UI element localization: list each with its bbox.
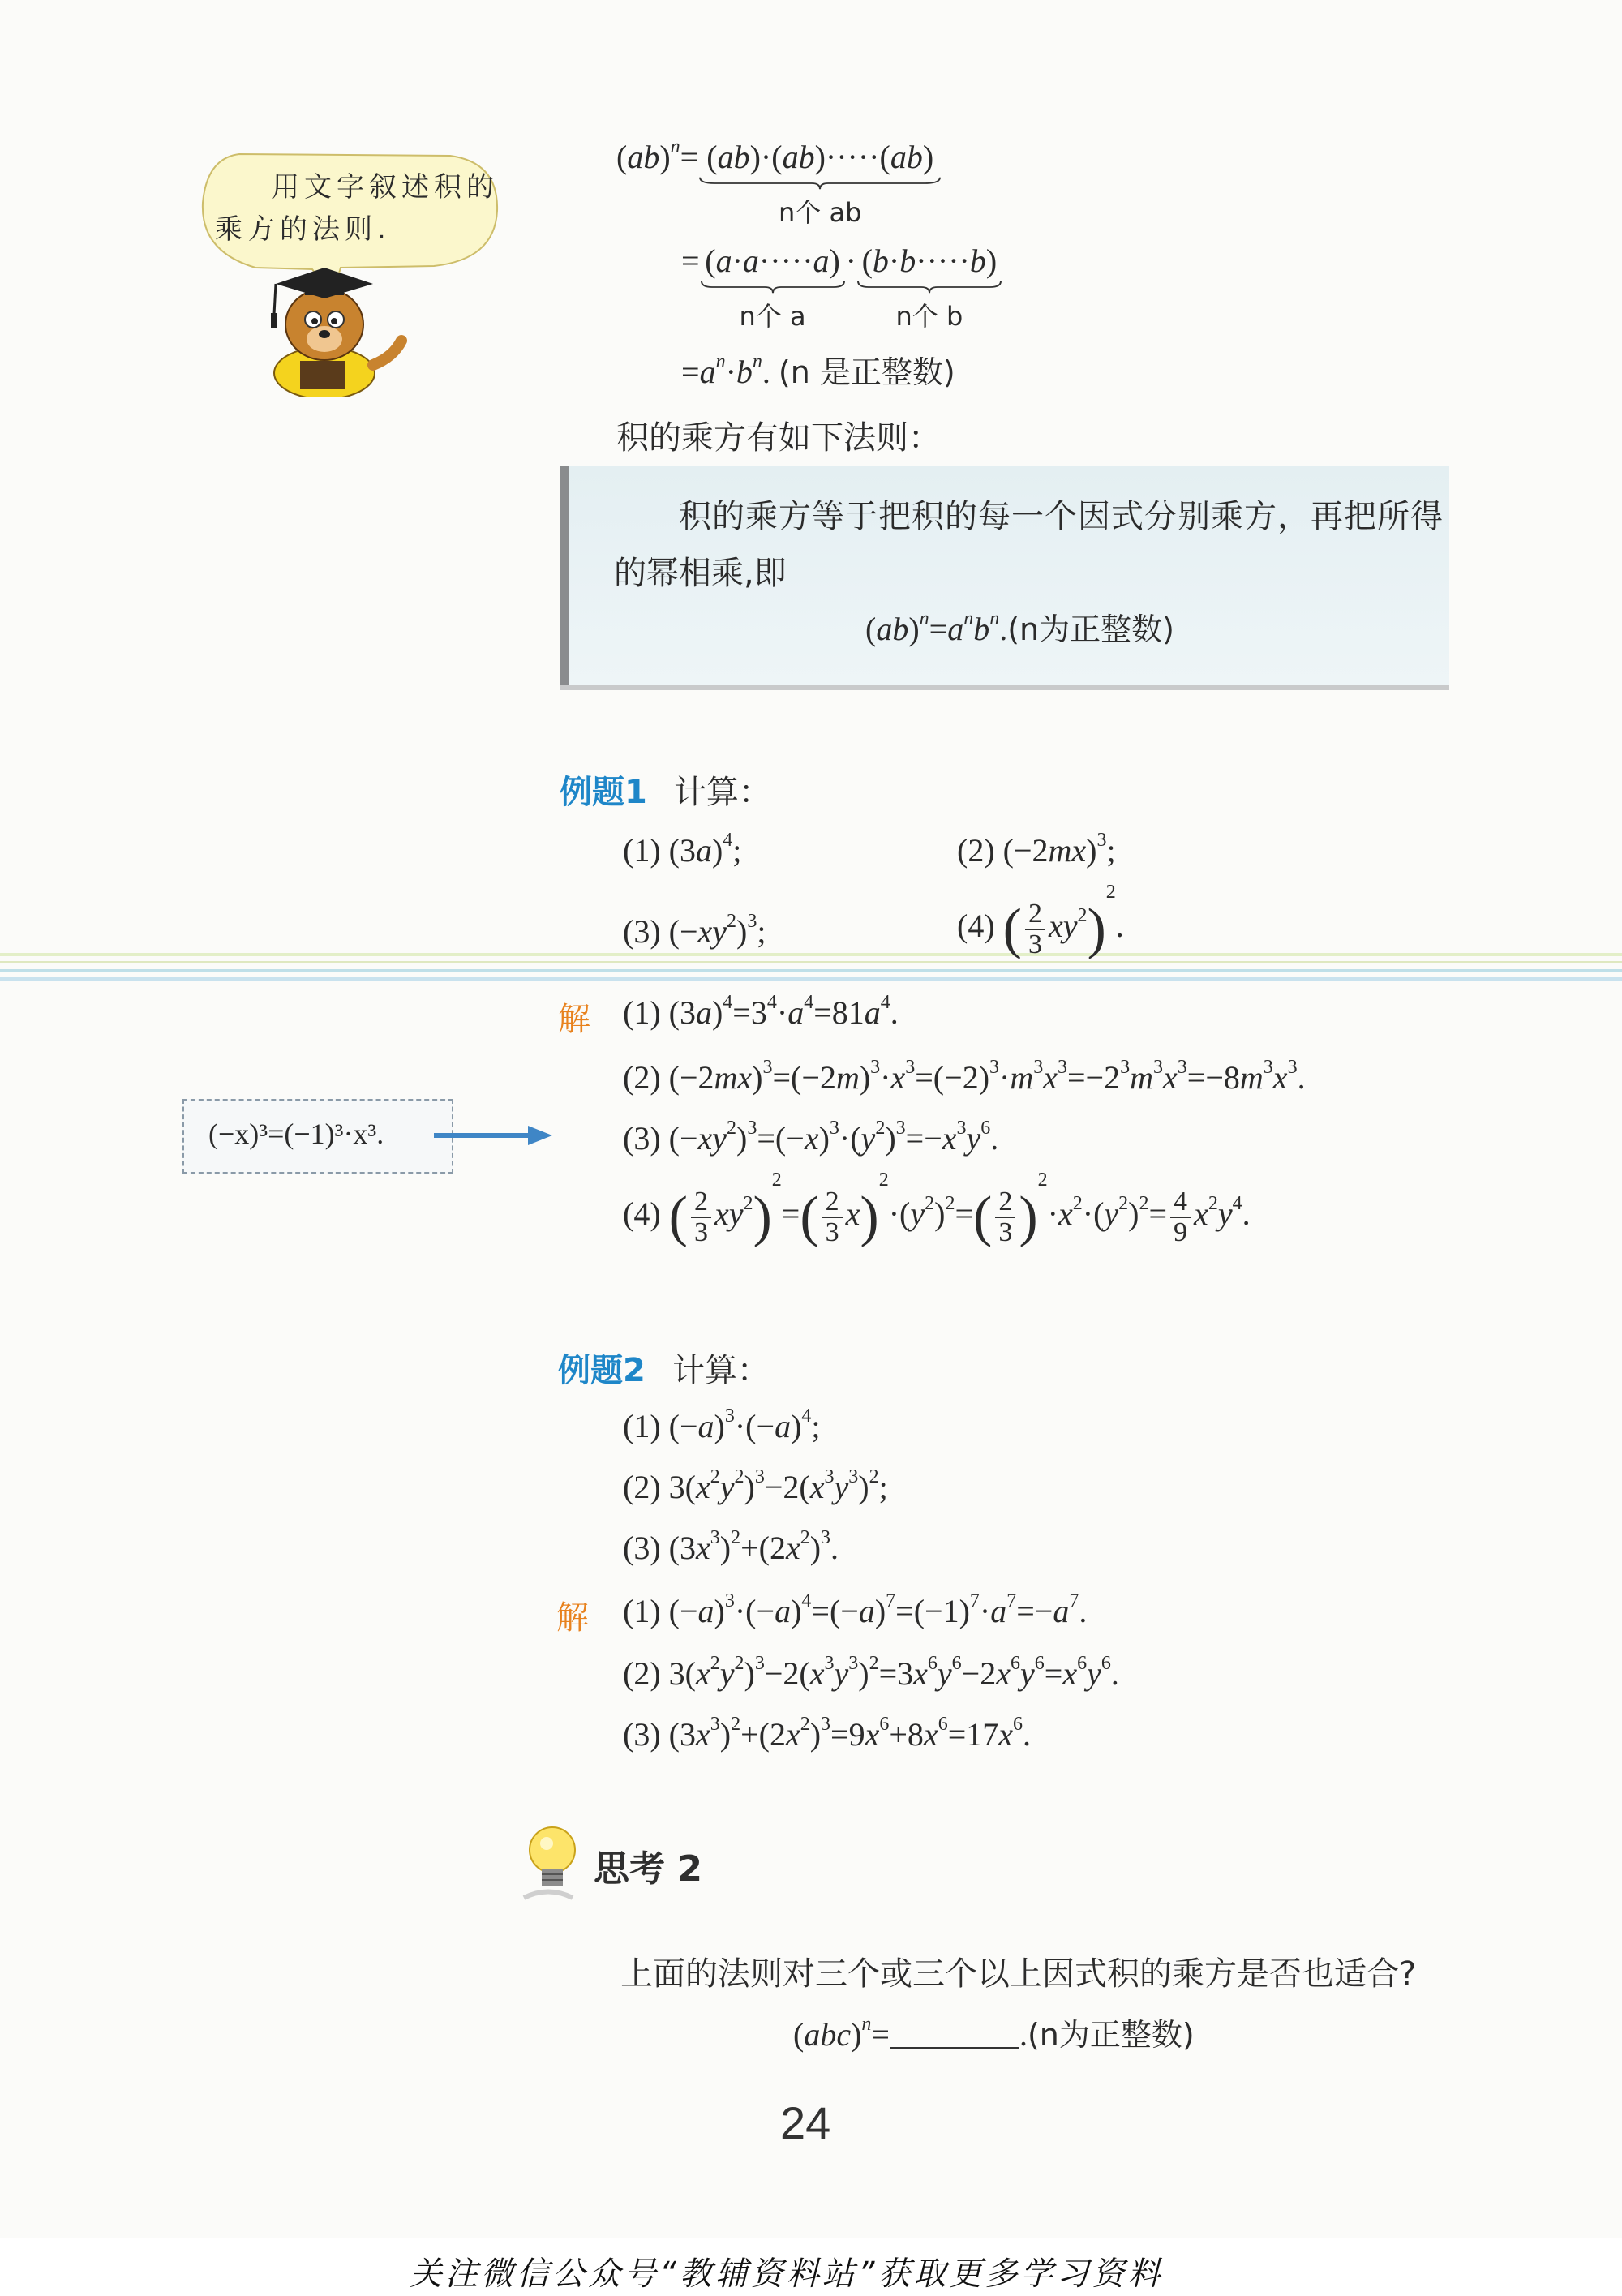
example2-prompt: 计算： — [672, 1352, 770, 1389]
derivation-line-2: = (a·a·····a) n个 a · (b·b·····b) n个 b — [681, 242, 1002, 333]
rule-intro: 积的乘方有如下法则： — [616, 419, 941, 457]
derivation-line-3: $=a^n\cdot b^n$. (n 是正整数) — [681, 350, 955, 390]
underbrace-label-ab: n个 ab — [779, 197, 862, 228]
example1-solution-4: (4) ( $\frac{2}{3}$ $xy^2)^2=$( $\frac{2}{3}$ $x)^2\cdot(y^2)^2=$( $\frac{2}{3}$ )$^2\cdot x^2\cdot(y^2)^2=$ $\frac{4}{9}$ $x^2y^4$. — [623, 1169, 1251, 1248]
side-note-box — [182, 1099, 453, 1174]
rule-formula: $(ab)^n=a^nb^n.(n$为正整数) — [865, 607, 1174, 647]
rule-text-line-2: 的幂相乘,即 — [614, 555, 787, 592]
page-number: 24 — [780, 2097, 831, 2148]
bubble-line-1: 用文字叙述积的 — [272, 171, 499, 204]
example2-heading — [558, 1345, 770, 1391]
example2-solution-1: (1) $(-a)^3\cdot(-a)^4=(-a)^7=(-1)^7\cdot a^7=-a^7$. — [623, 1590, 1088, 1629]
example1-solution-3: (3) $(-xy^2)^3=(-x)^3\cdot(y^2)^3=-x^3y^6$. — [623, 1117, 999, 1157]
footer-note — [0, 2238, 1622, 2296]
think-formula-note: (n为正整数) — [1027, 2017, 1195, 2053]
think-title: 思考 2 — [594, 1848, 702, 1890]
derivation-note: (n 是正整数) — [778, 354, 955, 390]
side-note-text: (−x)³=(−1)³·x³. — [208, 1118, 384, 1150]
decorative-band — [0, 953, 1622, 984]
answer-blank[interactable] — [890, 2019, 1019, 2049]
example1-prompt: 计算： — [673, 774, 771, 811]
example1-item-4: (4) ( $\frac{2}{3}$ $xy^2)^2$. — [957, 882, 1124, 960]
bubble-line-2: 乘方的法则. — [215, 213, 391, 246]
example2-solution-2: (2) $3(x^2y^2)^3-2(x^3y^3)^2=3x^6y^6-2x^6y^6=x^6y^6$. — [623, 1652, 1119, 1692]
underbrace-label-b: n个 b — [895, 301, 963, 332]
example2-item-3: (3) $(3x^3)^2+(2x^2)^3$. — [623, 1526, 839, 1566]
rule-box — [560, 466, 1449, 685]
example1-solution-label: 解 — [558, 1001, 590, 1038]
example2-label: 例题2 — [558, 1352, 646, 1389]
bear-mascot-illustration — [260, 260, 422, 397]
arrow-icon — [432, 1119, 554, 1155]
underbrace-label-a: n个 a — [739, 301, 806, 332]
example2-item-1: (1) $(-a)^3\cdot(-a)^4$; — [623, 1405, 821, 1444]
derivation-line-1: (ab)$^n$= (ab)·(ab)·····(ab) n个 ab — [616, 138, 942, 230]
rule-formula-note: (n为正整数) — [1007, 612, 1174, 647]
rule-text-line-1: 积的乘方等于把积的每一个因式分别乘方，再把所得 — [679, 498, 1444, 535]
example1-item-2: (2) $(-2mx)^3$; — [957, 829, 1116, 869]
example1-item-1: (1) $(3a)^4$; — [623, 829, 742, 869]
example1-solution-1: (1) $(3a)^4=3^4\cdot a^4=81a^4$. — [623, 991, 899, 1031]
example2-solution-label: 解 — [556, 1599, 589, 1637]
footer-text: 关注微信公众号“教辅资料站”获取更多学习资料 — [410, 2255, 1164, 2293]
example1-label: 例题1 — [560, 774, 647, 811]
example2-solution-3: (3) $(3x^3)^2+(2x^2)^3=9x^6+8x^6=17x^6$. — [623, 1713, 1032, 1753]
example2-item-2: (2) $3(x^2y^2)^3-2(x^3y^3)^2$; — [623, 1466, 888, 1505]
example1-solution-2: (2) $(-2mx)^3=(-2m)^3\cdot x^3=(-2)^3\cdot m^3x^3=-2^3m^3x^3=-8m^3x^3$. — [623, 1056, 1306, 1096]
example1-heading — [560, 766, 771, 813]
example1-item-3: (3) $(-xy^2)^3$; — [623, 910, 766, 950]
think-formula: (abc)$^n$= .(n为正整数) — [793, 2013, 1195, 2053]
lightbulb-icon — [516, 1821, 589, 1905]
think-question: 上面的法则对三个或三个以上因式积的乘方是否也适合? — [620, 1955, 1417, 1993]
